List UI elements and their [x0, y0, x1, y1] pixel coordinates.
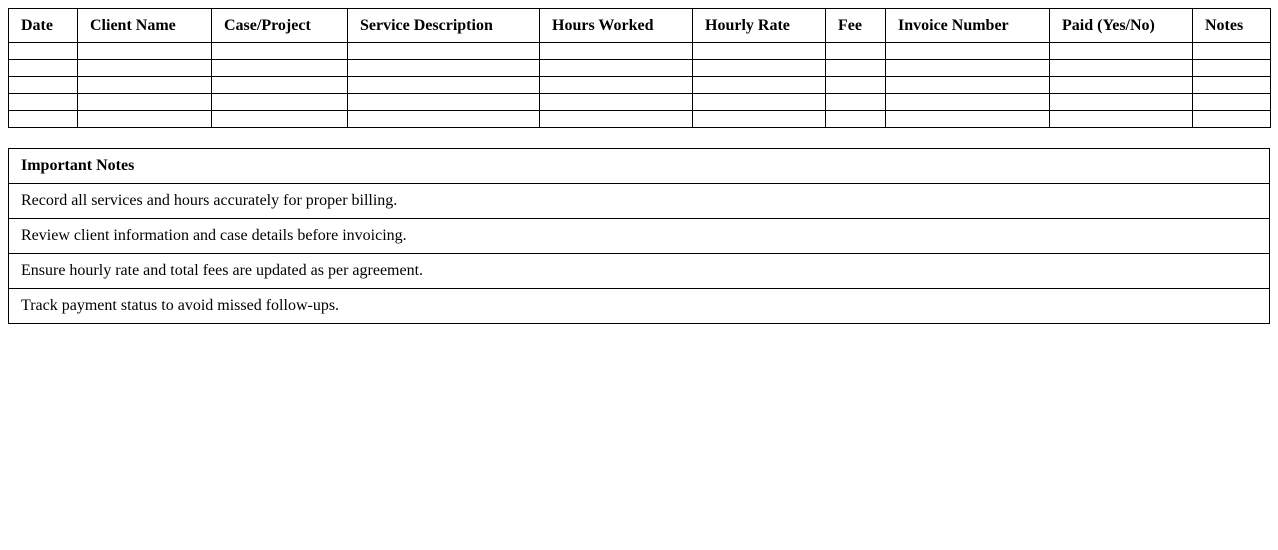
table-cell [9, 60, 78, 77]
table-cell [9, 77, 78, 94]
table-row [9, 94, 1271, 111]
table-cell [348, 43, 540, 60]
table-cell [1050, 60, 1193, 77]
table-cell [1193, 43, 1271, 60]
table-cell [826, 94, 886, 111]
table-row [9, 60, 1271, 77]
column-header-paid: Paid (Yes/No) [1050, 9, 1193, 43]
table-cell [348, 94, 540, 111]
column-header-notes: Notes [1193, 9, 1271, 43]
table-cell [212, 43, 348, 60]
table-cell [9, 43, 78, 60]
note-item: Ensure hourly rate and total fees are updated as per agreement. [9, 254, 1270, 289]
table-cell [78, 111, 212, 128]
notes-header-row [9, 149, 1270, 184]
table-cell [693, 77, 826, 94]
table-cell [1193, 60, 1271, 77]
table-cell [1193, 94, 1271, 111]
table-cell [540, 60, 693, 77]
table-cell [886, 43, 1050, 60]
table-cell [1193, 77, 1271, 94]
note-item: Record all services and hours accurately for proper billing. [9, 184, 1270, 219]
table-cell [826, 43, 886, 60]
table-cell [348, 60, 540, 77]
important-notes-table [8, 148, 1270, 324]
note-row [9, 289, 1270, 324]
table-cell [348, 111, 540, 128]
column-header-hours-worked: Hours Worked [540, 9, 693, 43]
table-cell [886, 111, 1050, 128]
table-cell [886, 77, 1050, 94]
note-item: Review client information and case details before invoicing. [9, 219, 1270, 254]
table-row [9, 111, 1271, 128]
note-item: Track payment status to avoid missed follow-ups. [9, 289, 1270, 324]
table-cell [693, 60, 826, 77]
column-header-client-name: Client Name [78, 9, 212, 43]
table-cell [886, 94, 1050, 111]
table-cell [826, 60, 886, 77]
table-cell [78, 94, 212, 111]
table-cell [78, 77, 212, 94]
column-header-case-project: Case/Project [212, 9, 348, 43]
table-cell [1050, 94, 1193, 111]
table-cell [212, 111, 348, 128]
table-cell [540, 43, 693, 60]
important-notes-title: Important Notes [9, 149, 1270, 184]
column-header-hourly-rate: Hourly Rate [693, 9, 826, 43]
table-cell [540, 94, 693, 111]
table-cell [78, 60, 212, 77]
billing-table [8, 8, 1271, 128]
table-cell [540, 111, 693, 128]
note-row [9, 184, 1270, 219]
table-cell [1193, 111, 1271, 128]
column-header-service-description: Service Description [348, 9, 540, 43]
table-cell [693, 111, 826, 128]
column-header-fee: Fee [826, 9, 886, 43]
table-cell [1050, 111, 1193, 128]
billing-sheet [8, 8, 1270, 324]
column-header-invoice-number: Invoice Number [886, 9, 1050, 43]
note-row [9, 219, 1270, 254]
table-cell [1050, 77, 1193, 94]
table-cell [540, 77, 693, 94]
table-cell [1050, 43, 1193, 60]
table-row [9, 77, 1271, 94]
table-cell [212, 60, 348, 77]
table-cell [9, 111, 78, 128]
table-cell [212, 94, 348, 111]
table-cell [693, 94, 826, 111]
table-cell [826, 111, 886, 128]
table-header-row [9, 9, 1271, 43]
table-cell [886, 60, 1050, 77]
table-cell [693, 43, 826, 60]
note-row [9, 254, 1270, 289]
table-cell [9, 94, 78, 111]
table-cell [78, 43, 212, 60]
column-header-date: Date [9, 9, 78, 43]
table-cell [826, 77, 886, 94]
table-cell [212, 77, 348, 94]
table-row [9, 43, 1271, 60]
table-cell [348, 77, 540, 94]
